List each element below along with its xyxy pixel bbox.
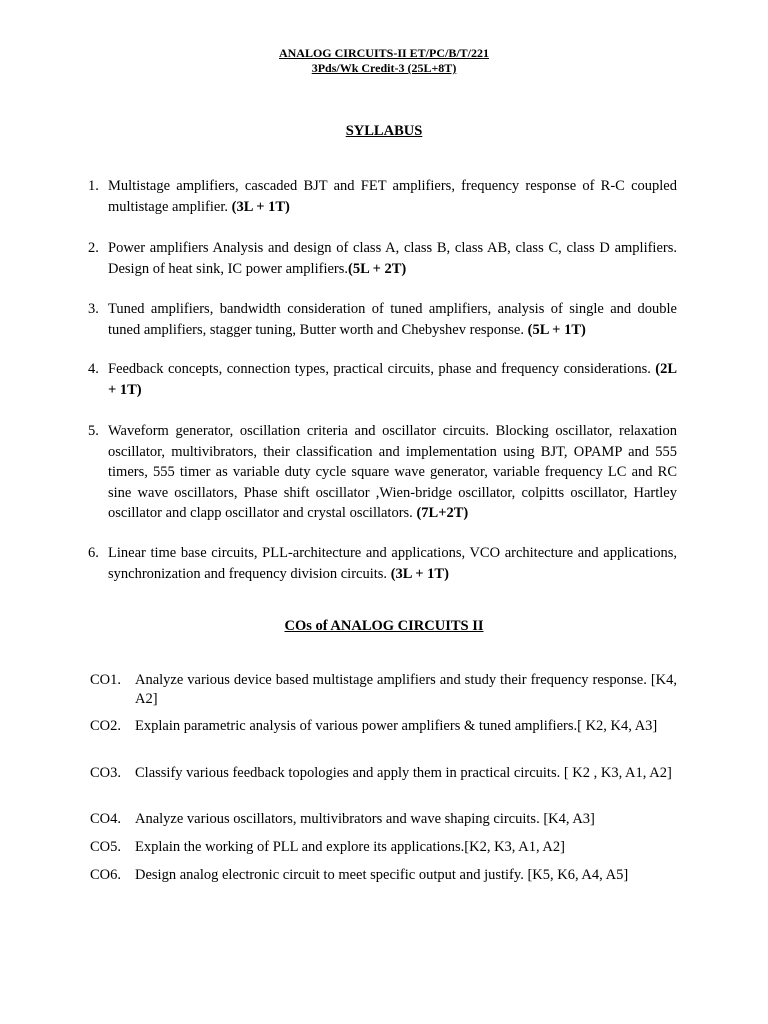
syllabus-item-number: 1. [88, 178, 99, 194]
outcome-code: CO2. [90, 718, 122, 734]
outcome-code: CO1. [90, 672, 122, 688]
outcome-text: Classify various feedback topologies and apply them in practical circuits. [ K2 , K3, A1, A2] [135, 765, 672, 781]
syllabus-title: SYLLABUS [345, 123, 423, 139]
syllabus-item-text: Waveform generator, oscillation criteria and oscillator circuits. Blocking oscillator, relaxation oscillator, multivibrators, their classification and implementation using BJT, OPAMP and 555 timers, 555 timer as variable duty cycle square wave generator, variable frequency LC and RC sine wave oscillators, Phase shift oscillator ,Wien-bridge oscillator, colpitts oscillator, Hartley oscillator and clapp oscillator and crystal oscillators. [108, 423, 677, 521]
syllabus-item-6 [88, 543, 677, 584]
outcome-text: Analyze various device based multistage amplifiers and study their frequency response. [K4, A2] [135, 672, 677, 707]
outcome-text: Design analog electronic circuit to meet specific output and justify. [K5, K6, A4, A5] [135, 867, 629, 883]
syllabus-item-text: Feedback concepts, connection types, practical circuits, phase and frequency considerations. [108, 361, 656, 377]
outcomes-title: COs of ANALOG CIRCUITS II [284, 618, 484, 634]
credit-heading: 3Pds/Wk Credit-3 (25L+8T) [311, 61, 457, 75]
syllabus-item-text: Multistage amplifiers, cascaded BJT and FET amplifiers, frequency response of R-C coupled multistage amplifier. [108, 178, 677, 215]
course-outcome-6 [90, 866, 677, 885]
syllabus-item-number: 3. [88, 301, 99, 317]
syllabus-item-number: 4. [88, 361, 99, 377]
syllabus-item-credit: (2L + 1T) [108, 361, 677, 398]
outcome-code: CO5. [90, 839, 122, 855]
syllabus-item-number: 2. [88, 240, 99, 256]
course-outcome-4 [90, 810, 677, 829]
outcome-text: Analyze various oscillators, multivibrators and wave shaping circuits. [K4, A3] [135, 811, 595, 827]
syllabus-item-number: 5. [88, 423, 99, 439]
syllabus-item-number: 6. [88, 545, 99, 561]
syllabus-item-text: Tuned amplifiers, bandwidth consideration of tuned amplifiers, analysis of single and double tuned amplifiers, stagger tuning, Butter worth and Chebyshev response. [108, 301, 677, 338]
outcome-text: Explain the working of PLL and explore its applications.[K2, K3, A1, A2] [135, 839, 565, 855]
course-outcome-1 [90, 671, 677, 709]
syllabus-item-credit: (3L + 1T) [390, 565, 449, 582]
syllabus-item-2 [88, 238, 677, 279]
outcome-text: Explain parametric analysis of various power amplifiers & tuned amplifiers.[ K2, K4, A3] [135, 718, 658, 734]
outcome-code: CO3. [90, 765, 122, 781]
outcome-code: CO6. [90, 867, 122, 883]
syllabus-item-3 [88, 299, 677, 340]
syllabus-item-credit: (5L + 1T) [527, 321, 586, 338]
outcome-code: CO4. [90, 811, 122, 827]
syllabus-item-text: Power amplifiers Analysis and design of class A, class B, class AB, class C, class D amplifiers. Design of heat sink, IC power amplifiers. [108, 240, 677, 277]
syllabus-item-credit: (5L + 2T) [348, 260, 407, 277]
course-code-heading: ANALOG CIRCUITS-II ET/PC/B/T/221 [278, 46, 490, 60]
syllabus-item-text: Linear time base circuits, PLL-architecture and applications, VCO architecture and applications, synchronization and frequency division circuits. [108, 545, 677, 582]
course-outcome-3 [90, 764, 677, 783]
syllabus-item-credit: (7L+2T) [416, 505, 469, 521]
syllabus-item-5 [88, 421, 677, 524]
course-outcome-5 [90, 838, 677, 857]
syllabus-item-1 [88, 176, 677, 217]
course-outcome-2 [90, 717, 677, 736]
syllabus-item-4 [88, 359, 677, 400]
syllabus-item-credit: (3L + 1T) [231, 198, 290, 215]
